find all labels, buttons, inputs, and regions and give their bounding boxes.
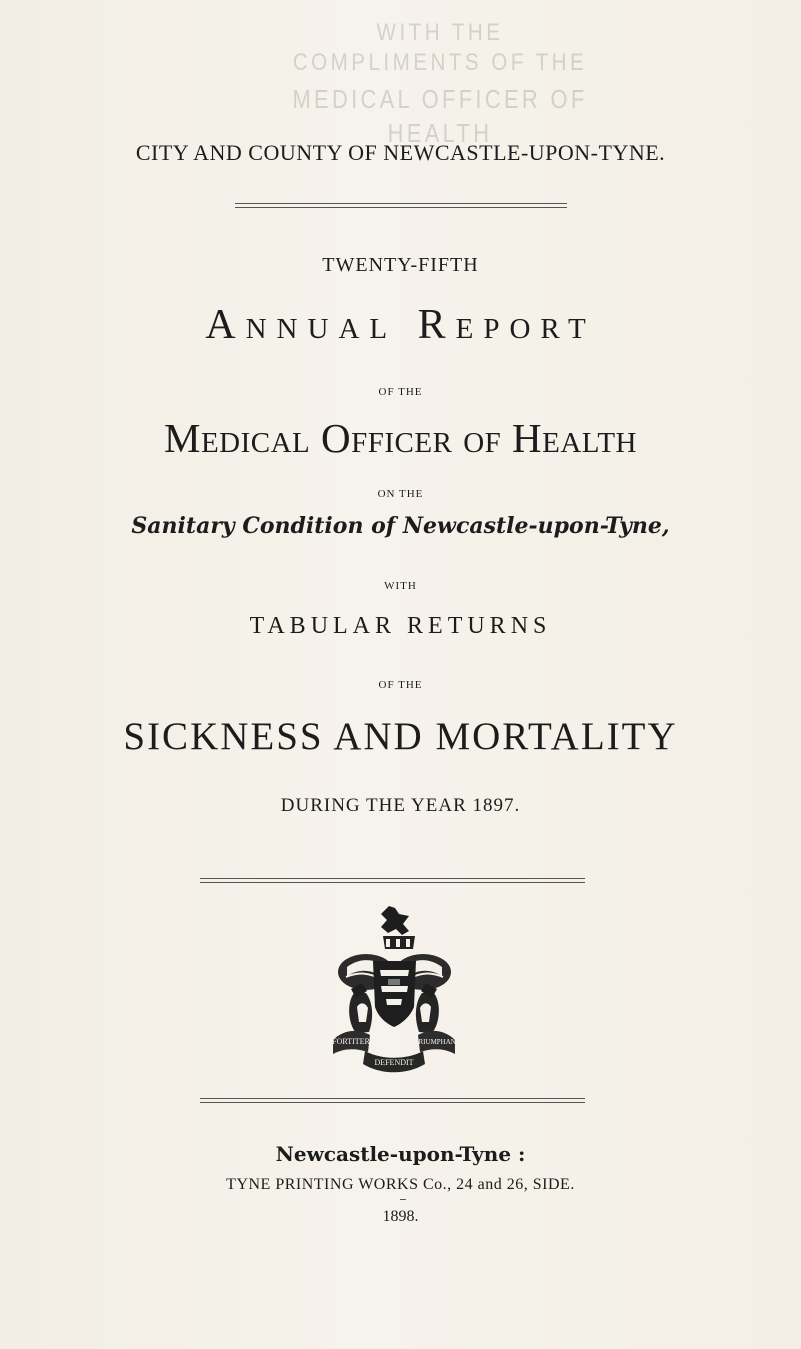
of-the-label-1: OF THE [378, 386, 423, 398]
on-the-label: ON THE [377, 488, 424, 500]
double-rule-top [235, 203, 567, 208]
medical-officer-title: Medical Officer of Health [164, 415, 637, 461]
bleed-through-line-2: MEDICAL OFFICER OF HEALTH [292, 84, 588, 148]
crest-motto-left: FORTITER [332, 1037, 370, 1046]
publisher-line: TYNE PRINTING WORKS Co., 24 and 26, SIDE. [226, 1176, 575, 1193]
crest-motto-right: TRIUMPHANS [414, 1038, 459, 1046]
year-tick-mark [400, 1199, 406, 1200]
bleed-through-text [260, 18, 620, 150]
tabular-returns-line: TABULAR RETURNS [249, 613, 552, 639]
publication-year: 1898. [382, 1208, 419, 1225]
city-coat-of-arms-icon [329, 904, 459, 1078]
publisher-place: Newcastle-upon-Tyne : [275, 1142, 526, 1166]
report-number: TWENTY-FIFTH [322, 254, 479, 276]
city-title: CITY AND COUNTY OF NEWCASTLE-UPON-TYNE. [135, 140, 666, 165]
sanitary-condition-line: Sanitary Condition of Newcastle-upon-Tyne, [131, 513, 670, 539]
bleed-through-line-1: WITH THE COMPLIMENTS OF THE [292, 19, 588, 76]
annual-report-title: Annual Report [205, 302, 596, 348]
sickness-mortality-line: SICKNESS AND MORTALITY [123, 715, 678, 758]
report-year-line: DURING THE YEAR 1897. [280, 795, 521, 816]
double-rule-lower [200, 1098, 585, 1103]
double-rule-middle [200, 878, 585, 883]
with-label: WITH [384, 580, 417, 592]
of-the-label-2: OF THE [378, 679, 423, 691]
crest-motto-bottom: DEFENDIT [374, 1058, 414, 1067]
